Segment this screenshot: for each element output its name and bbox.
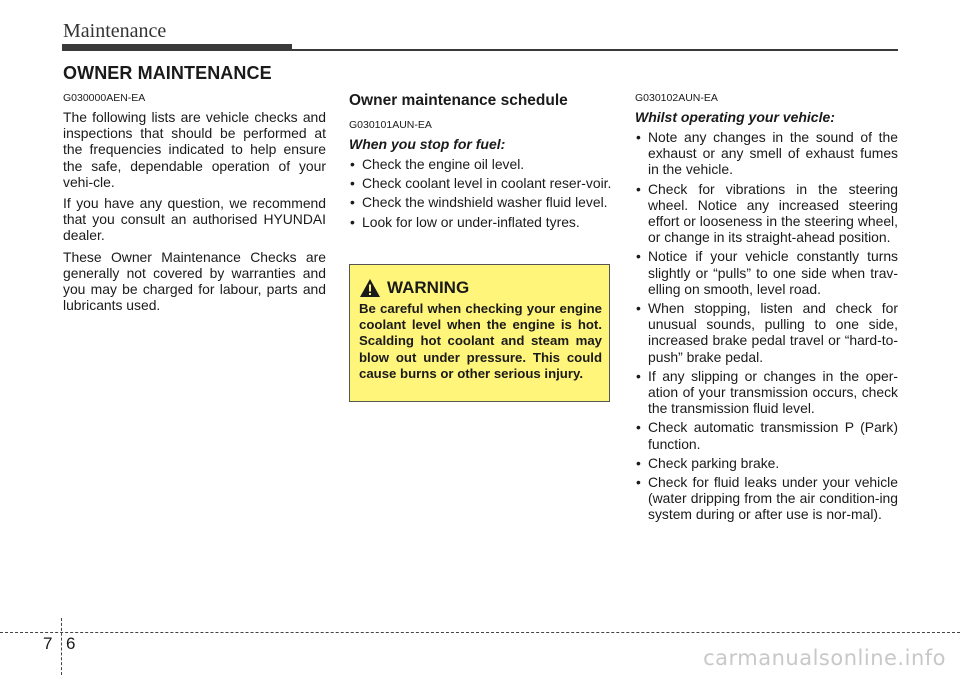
paragraph: The following lists are vehicle checks and inspections that should be performed at the frequencies indicated to help ensure the safe, dependable operation of your vehi-cle. [63, 109, 326, 190]
warning-header [359, 277, 469, 299]
column-left [63, 92, 326, 318]
list-item: • Check the windshield washer fluid level. [349, 194, 612, 210]
page-number: 6 [66, 634, 76, 653]
list-item: • Note any changes in the sound of the exhaust or any smell of exhaust fumes in the vehicle. [635, 129, 898, 178]
watermark: carmanualsonline.info [703, 646, 946, 670]
section-code: G030101AUN-EA [349, 119, 432, 131]
list-item: • Check for vibrations in the steering wheel. Notice any increased steering effort or looseness in the steering wheel, or change in its straight-ahead position. [635, 181, 898, 246]
list-item: • Check the engine oil level. [349, 156, 612, 172]
list-item: • Check automatic transmission P (Park) function. [635, 419, 898, 451]
list-item: • If any slipping or changes in the oper-ation of your transmission occurs, check the transmission fluid level. [635, 368, 898, 417]
list-item: • Check coolant level in coolant reser-voir. [349, 175, 612, 191]
list-item: • Look for low or under-inflated tyres. [349, 214, 612, 230]
italic-heading: Whilst operating your vehicle: [635, 109, 835, 125]
paragraph: These Owner Maintenance Checks are generally not covered by warranties and you may be charged for labour, parts and lubricants used. [63, 248, 326, 314]
warning-text: Be careful when checking your engine coolant level when the engine is hot. Scalding hot coolant and steam may blow out under pressure. This could cause burns or other serious injury. [359, 301, 602, 381]
list-item: • Check parking brake. [635, 455, 898, 471]
bullet-list [635, 129, 898, 523]
list-item: • When stopping, listen and check for unusual sounds, pulling to one side, increased brake pedal travel or “hard-to-push” brake pedal. [635, 300, 898, 365]
subsection-title: Owner maintenance schedule [349, 92, 568, 109]
italic-heading: When you stop for fuel: [349, 136, 506, 152]
section-code: G030102AUN-EA [635, 92, 718, 104]
paragraph: If you have any question, we recommend that you consult an authorised HYUNDAI dealer. [63, 195, 326, 244]
warning-box [349, 264, 610, 402]
column-right [635, 92, 898, 526]
chapter-number: 7 [43, 634, 53, 653]
section-title: OWNER MAINTENANCE [63, 63, 272, 83]
warning-title: WARNING [387, 278, 470, 297]
bullet-list [349, 156, 612, 230]
section-code: G030000AEN-EA [63, 92, 146, 104]
list-item: • Check for fluid leaks under your vehicle (water dripping from the air condition-ing system during or after use is nor-mal). [635, 474, 898, 523]
header-rule [62, 49, 898, 51]
warning-triangle-icon [359, 278, 381, 298]
list-item: • Notice if your vehicle constantly turns slightly or “pulls” to one side when trav-elling on smooth, level road. [635, 248, 898, 297]
footer-rule [0, 632, 960, 633]
footer-divider [61, 618, 62, 675]
header-title: Maintenance [63, 20, 167, 42]
column-middle [349, 92, 612, 233]
